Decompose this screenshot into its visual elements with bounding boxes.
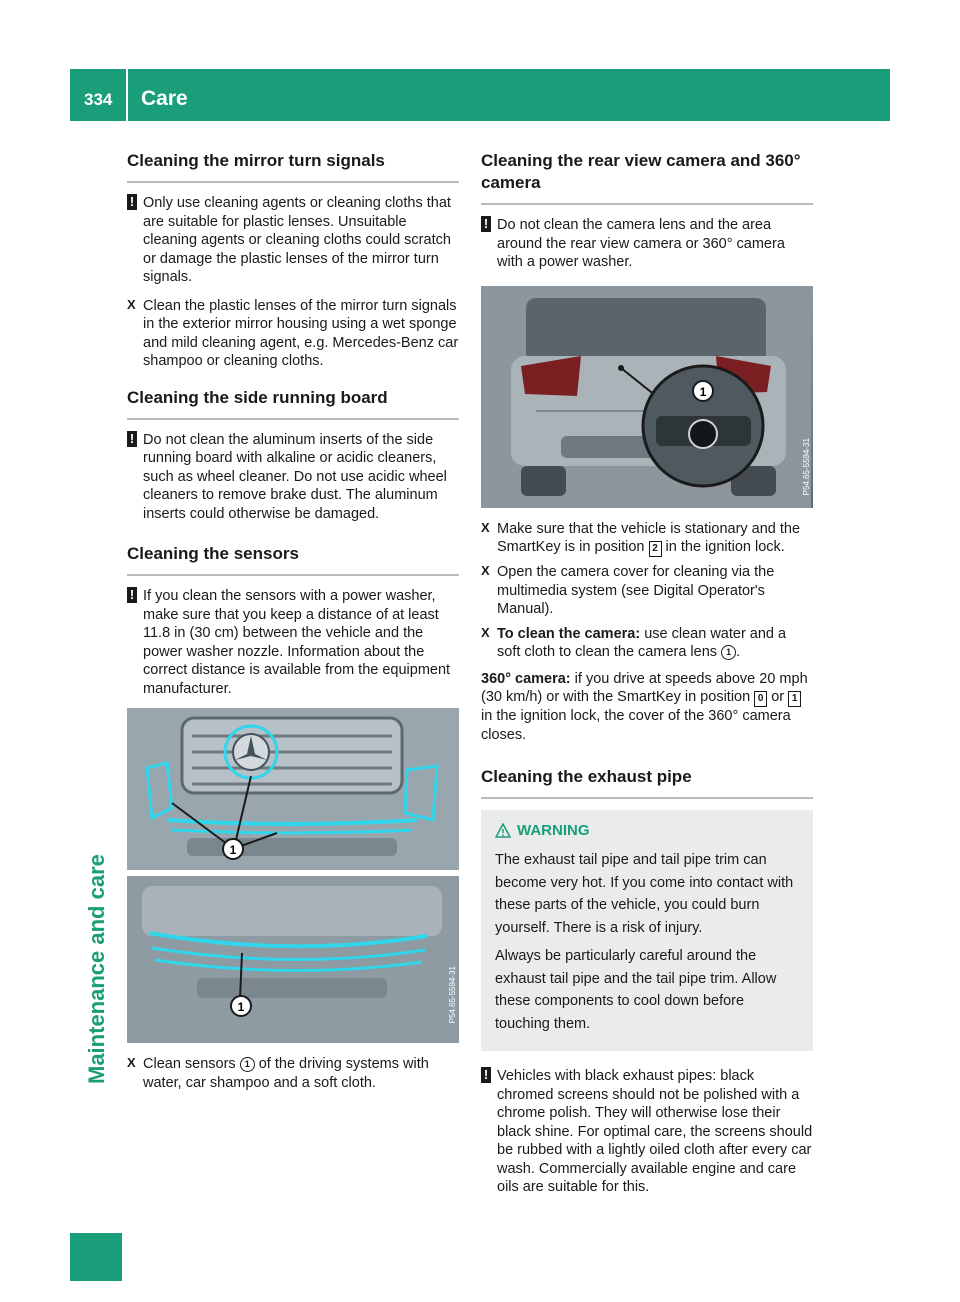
side-block: [70, 1233, 122, 1281]
step-item: [481, 520, 813, 558]
section-title: Care: [141, 87, 188, 110]
notice-text: Do not clean the aluminum inserts of the side running board with alkaline or acidic cleaners, such as wheel cleaner. Do not use acidic wheel cleaners to remove brake dust. The aluminum inserts could otherwise be damaged.: [143, 431, 447, 522]
step-text: Open the camera cover for cleaning via the multimedia system (see Digital Operator's Manual).: [497, 564, 775, 617]
notice-mirror: [127, 194, 459, 287]
left-column: [127, 150, 459, 1098]
figure-code: P54.65-5594-31: [448, 965, 457, 1023]
key-position-1: 1: [788, 691, 801, 707]
figure-code: P54.65-5594-31: [802, 438, 811, 496]
callout-1: 1: [240, 1057, 255, 1072]
header-bar: [70, 69, 890, 121]
step-text: Clean sensors 1 of the driving systems with water, car shampoo and a soft cloth.: [143, 1056, 429, 1091]
callout-1: 1: [721, 645, 736, 660]
right-column: [481, 150, 813, 1207]
notice-text: If you clean the sensors with a power washer, make sure that you keep a distance of at least 11.8 in (30 cm) between the vehicle and the power washer nozzle. Information about the correct distance is available from the equipment manufacturer.: [143, 588, 451, 697]
warning-text: Always be particularly careful around the exhaust tail pipe and the tail pipe trim. Allow these components to cool down before touching them.: [495, 948, 777, 1032]
exclamation-icon: !: [127, 431, 137, 447]
notice-camera: [481, 216, 813, 272]
key-position-0: 0: [754, 691, 767, 707]
svg-text:1: 1: [229, 843, 237, 857]
exclamation-icon: !: [481, 1067, 491, 1083]
svg-text:1: 1: [699, 384, 707, 399]
rear-camera-illustration: [481, 286, 811, 508]
header-divider: [126, 69, 128, 121]
heading-mirror-turn-signals: Cleaning the mirror turn signals: [127, 150, 459, 183]
warning-box: [481, 810, 813, 1051]
heading-side-running-board: Cleaning the side running board: [127, 387, 459, 420]
heading-sensors: Cleaning the sensors: [127, 543, 459, 576]
arrow-icon: X: [481, 519, 490, 535]
sidebar-label: Maintenance and care: [84, 854, 109, 1084]
step-text: Clean the plastic lenses of the mirror turn signals in the exterior mirror housing using a wet sponge and mild cleaning agent, e.g. Mercedes-Benz car shampoo or cleaning cloths.: [143, 297, 459, 369]
exclamation-icon: !: [127, 587, 137, 603]
warning-label: WARNING: [517, 822, 590, 839]
arrow-icon: X: [127, 1055, 136, 1070]
front-rear-bumper-illustration: [127, 708, 459, 1043]
exclamation-icon: !: [127, 194, 137, 210]
notice-text: Only use cleaning agents or cleaning cloths that are suitable for plastic lenses. Unsuitable cleaning agents or cleaning cloths could scratch or damage the plastic lenses of the mirror turn signals.: [143, 195, 451, 285]
notice-text: Vehicles with black exhaust pipes: black chromed screens should not be polished with a chrome polish. They will otherwise lose their black shine. For optimal care, the screens should be rubbed with a lightly oiled cloth after every car wash. Commercially available engine and care oils are suitable for this.: [497, 1068, 813, 1195]
svg-text:1: 1: [237, 1000, 245, 1014]
notice-sensors: [127, 587, 459, 698]
heading-rear-view-camera: Cleaning the rear view camera and 360° camera: [481, 150, 813, 205]
sensors-figure: [127, 708, 459, 1043]
exclamation-icon: !: [481, 216, 491, 232]
warning-text: The exhaust tail pipe and tail pipe trim can become very hot. If you come into contact with these parts of the vehicle, you could burn yourself. There is a risk of injury.: [495, 852, 794, 936]
step-text: To clean the camera: use clean water and a soft cloth to clean the camera lens 1 .: [497, 625, 787, 660]
heading-exhaust-pipe: Cleaning the exhaust pipe: [481, 766, 813, 799]
warning-triangle-icon: [495, 823, 511, 839]
step-item: [127, 297, 459, 371]
warning-header: [495, 822, 799, 839]
step-item: [127, 1055, 459, 1092]
notice-running-board: [127, 431, 459, 524]
key-position-2: 2: [649, 541, 662, 557]
camera-figure: [481, 286, 813, 508]
notice-text: Do not clean the camera lens and the area around the rear view camera or 360° camera with a power washer.: [497, 217, 785, 270]
paragraph-360-camera: 360° camera: if you drive at speeds above 20 mph (30 km/h) or with the SmartKey in position 0 or 1 in the ignition lock, the cover of the 360° camera closes.: [481, 670, 808, 743]
arrow-icon: X: [127, 296, 136, 312]
page-number: 334: [84, 90, 113, 109]
arrow-icon: X: [481, 624, 490, 640]
step-text: Make sure that the vehicle is stationary and the SmartKey is in position 2 in the ignition lock.: [497, 520, 801, 555]
notice-exhaust: [481, 1067, 813, 1197]
step-item: [481, 625, 813, 662]
step-item: [481, 563, 813, 619]
arrow-icon: X: [481, 563, 490, 578]
